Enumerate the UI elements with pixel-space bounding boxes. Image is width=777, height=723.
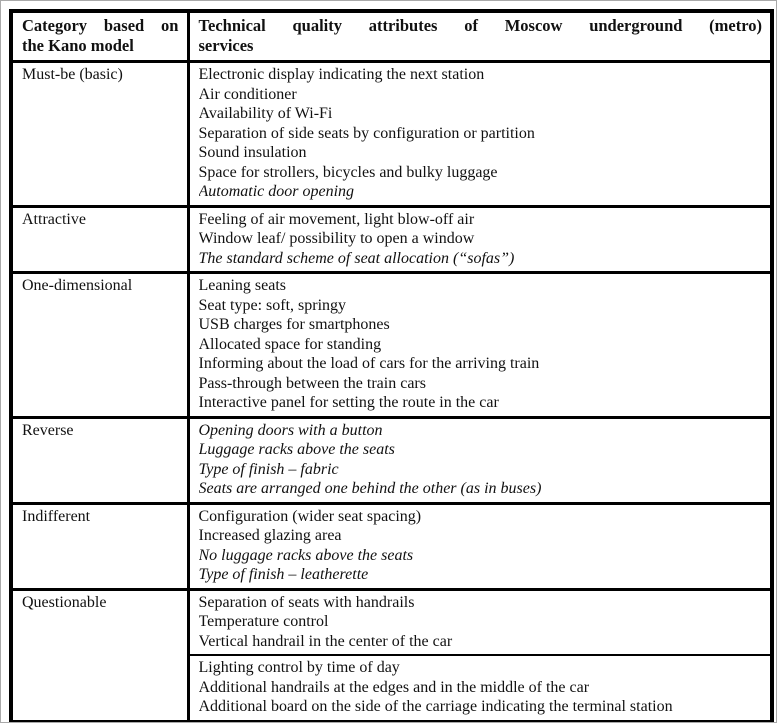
row-questionable — [11, 589, 772, 655]
attribute-item: Feeling of air movement, light blow-off air — [198, 210, 475, 228]
attribute-item: Leaning seats — [198, 277, 287, 294]
category-reverse: Reverse — [11, 417, 188, 503]
attribute-item: Electronic display indicating the next station — [198, 66, 485, 83]
row-indifferent — [11, 503, 772, 589]
category-attractive: Attractive — [11, 206, 188, 273]
attribute-item: Pass-through between the train cars — [198, 374, 426, 392]
items-attractive — [188, 206, 772, 273]
attribute-item: Type of finish – leatherette — [198, 566, 369, 583]
attribute-item: Informing about the load of cars for the arriving train — [198, 355, 540, 372]
category-one-dimensional: One-dimensional — [11, 273, 188, 418]
header-attributes-line-1: Technical quality attributes of Moscow underground (metro) — [198, 16, 762, 35]
items-indifferent — [188, 503, 772, 589]
attribute-item: Additional handrails at the edges and in the middle of the car — [198, 678, 590, 696]
items-must-be — [188, 62, 772, 207]
attribute-item: Increased glazing area — [198, 527, 342, 544]
header-attributes-line-2: services — [198, 36, 254, 55]
attribute-item: Type of finish – fabric — [198, 460, 339, 478]
attribute-item: Separation of seats with handrails — [198, 593, 415, 611]
attribute-item: Automatic door opening — [198, 183, 355, 200]
attribute-item: Opening doors with a button — [198, 421, 383, 439]
row-must-be — [11, 62, 772, 207]
attribute-item: Additional board on the side of the carriage indicating the terminal station — [198, 698, 673, 715]
attribute-item: Air conditioner — [198, 85, 297, 103]
attribute-item: Availability of Wi-Fi — [198, 105, 333, 122]
row-reverse — [11, 417, 772, 503]
attribute-item: Interactive panel for setting the route in the car — [198, 394, 499, 411]
attribute-item: Seats are arranged one behind the other (as in buses) — [198, 480, 542, 497]
row-attractive — [11, 206, 772, 273]
attribute-item: Vertical handrail in the center of the car — [198, 632, 453, 650]
items-questionable-group-2 — [188, 655, 772, 722]
items-one-dimensional — [188, 273, 772, 418]
header-category-line-1: Category based on — [22, 16, 179, 35]
header-category-column — [11, 11, 188, 62]
attribute-item: No luggage racks above the seats — [198, 546, 414, 564]
attribute-item: Seat type: soft, springy — [198, 296, 347, 314]
attribute-item: USB charges for smartphones — [198, 316, 390, 333]
kano-table — [9, 9, 774, 723]
attribute-item: Space for strollers, bicycles and bulky luggage — [198, 163, 498, 181]
attribute-item: Configuration (wider seat spacing) — [198, 507, 422, 525]
header-category-line-2: the Kano model — [22, 36, 134, 55]
header-attributes-column — [188, 11, 772, 62]
row-one-dimensional — [11, 273, 772, 418]
attribute-item: Allocated space for standing — [198, 335, 382, 353]
table-header-row — [11, 11, 772, 62]
attribute-item: The standard scheme of seat allocation (“sofas”) — [198, 249, 515, 267]
attribute-item: Sound insulation — [198, 144, 307, 161]
category-indifferent: Indifferent — [11, 503, 188, 589]
attribute-item: Separation of side seats by configuration or partition — [198, 124, 535, 142]
items-reverse — [188, 417, 772, 503]
category-must-be: Must-be (basic) — [11, 62, 188, 207]
attribute-item: Window leaf/ possibility to open a window — [198, 230, 475, 247]
attribute-item: Luggage racks above the seats — [198, 441, 395, 458]
attribute-item: Temperature control — [198, 613, 329, 630]
attribute-item: Lighting control by time of day — [198, 659, 400, 676]
category-questionable: Questionable — [11, 589, 188, 722]
items-questionable-group-1 — [188, 589, 772, 655]
